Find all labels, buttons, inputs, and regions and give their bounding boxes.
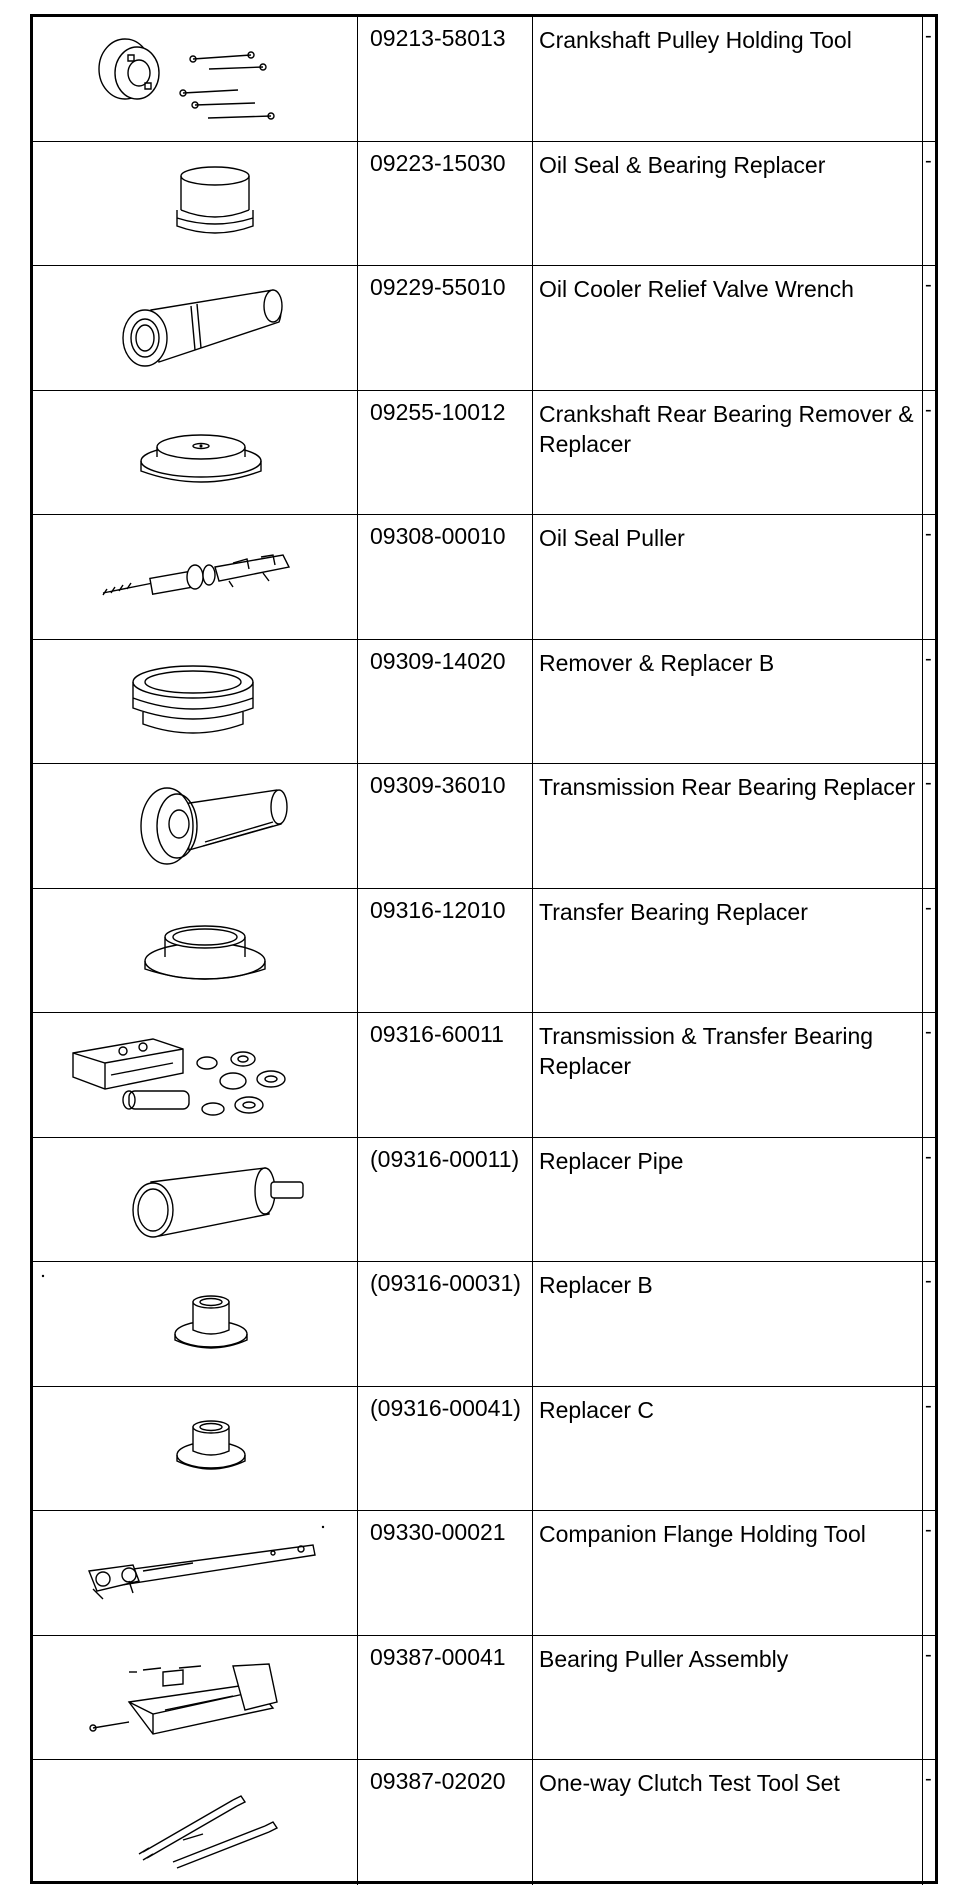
- part-number: 09330-00021: [358, 1511, 533, 1635]
- quantity-dash: -: [925, 25, 932, 47]
- table-row: [33, 1636, 935, 1761]
- tool-image-cell: [33, 889, 358, 1013]
- quantity-dash: -: [925, 1519, 932, 1541]
- quantity-dash: -: [925, 1021, 932, 1043]
- part-number: 09387-02020: [358, 1760, 533, 1885]
- replacer-c-icon: [33, 1387, 358, 1511]
- table-row: [33, 391, 935, 516]
- tool-name: Transmission & Transfer Bearing Replacer: [533, 1013, 923, 1137]
- ring-replacer-icon: [33, 142, 358, 266]
- table-row: [33, 17, 935, 142]
- replacer-b-icon: [33, 1262, 358, 1386]
- table-row: [33, 1013, 935, 1138]
- part-number: 09316-60011: [358, 1013, 533, 1137]
- pulley-holder-icon: [33, 17, 358, 141]
- tool-image-cell: [33, 1387, 358, 1511]
- table-row: [33, 1511, 935, 1636]
- table-row: [33, 515, 935, 640]
- replacer-pipe-icon: [33, 1138, 358, 1262]
- tool-image-cell: [33, 391, 358, 515]
- part-number: 09229-55010: [358, 266, 533, 390]
- tool-image-cell: [33, 17, 358, 141]
- quantity-dash: -: [925, 1643, 932, 1666]
- quantity-dash: -: [925, 1768, 932, 1790]
- part-number: 09308-00010: [358, 515, 533, 639]
- tool-name: Replacer C: [533, 1387, 923, 1511]
- tool-image-cell: [33, 1013, 358, 1137]
- part-number: 09316-12010: [358, 889, 533, 1013]
- tool-image-cell: [33, 764, 358, 888]
- tool-name: Transfer Bearing Replacer: [533, 889, 923, 1013]
- table-row: [33, 142, 935, 267]
- bearing-replacer-set-icon: [33, 1013, 358, 1137]
- tool-name: Bearing Puller Assembly: [533, 1636, 923, 1760]
- tool-name: Transmission Rear Bearing Replacer: [533, 764, 923, 888]
- quantity-dash: -: [925, 1145, 932, 1168]
- cup-replacer-icon: [33, 640, 358, 764]
- quantity-dash: -: [925, 398, 932, 421]
- part-number: (09316-00041): [358, 1387, 533, 1511]
- flange-ring-icon: [33, 889, 358, 1013]
- tool-image-cell: [33, 142, 358, 266]
- tool-image-cell: [33, 266, 358, 390]
- tool-name: Replacer Pipe: [533, 1138, 923, 1262]
- part-number: 09309-36010: [358, 764, 533, 888]
- part-number: (09316-00011): [358, 1138, 533, 1262]
- socket-wrench-icon: [33, 266, 358, 390]
- tool-name: Crankshaft Rear Bearing Remover & Replacer: [533, 391, 923, 515]
- table-row: [33, 1387, 935, 1512]
- tool-name: Replacer B: [533, 1262, 923, 1386]
- disc-replacer-icon: [33, 391, 358, 515]
- table-row: [33, 1760, 935, 1885]
- quantity-dash: -: [925, 772, 932, 794]
- bearing-puller-icon: [33, 1636, 358, 1760]
- part-number: 09223-15030: [358, 142, 533, 266]
- tool-name: Oil Cooler Relief Valve Wrench: [533, 266, 923, 390]
- seal-puller-icon: [33, 515, 358, 639]
- tool-image-cell: [33, 1138, 358, 1262]
- quantity-dash: -: [925, 523, 932, 545]
- part-number: 09387-00041: [358, 1636, 533, 1760]
- tool-table: [30, 14, 938, 1884]
- quantity-dash: -: [925, 274, 932, 296]
- tool-name: Crankshaft Pulley Holding Tool: [533, 17, 923, 141]
- quantity-dash: -: [925, 149, 932, 172]
- part-number: 09309-14020: [358, 640, 533, 764]
- table-row: [33, 1138, 935, 1263]
- quantity-dash: -: [925, 647, 932, 670]
- tool-image-cell: [33, 515, 358, 639]
- tool-image-cell: [33, 1511, 358, 1635]
- tool-name: Oil Seal Puller: [533, 515, 923, 639]
- tool-name: Remover & Replacer B: [533, 640, 923, 764]
- table-row: [33, 640, 935, 765]
- tool-image-cell: [33, 1760, 358, 1885]
- quantity-dash: -: [925, 1394, 932, 1417]
- table-row: [33, 266, 935, 391]
- table-row: [33, 764, 935, 889]
- bearing-replacer-tube-icon: [33, 764, 358, 888]
- part-number: (09316-00031): [358, 1262, 533, 1386]
- table-row: [33, 889, 935, 1014]
- table-row: [33, 1262, 935, 1387]
- tool-name: One-way Clutch Test Tool Set: [533, 1760, 923, 1885]
- tool-image-cell: [33, 640, 358, 764]
- quantity-dash: -: [925, 896, 932, 919]
- tool-image-cell: [33, 1262, 358, 1386]
- flange-holding-bar-icon: [33, 1511, 358, 1635]
- tool-name: Oil Seal & Bearing Replacer: [533, 142, 923, 266]
- part-number: 09213-58013: [358, 17, 533, 141]
- tool-image-cell: [33, 1636, 358, 1760]
- quantity-dash: -: [925, 1270, 932, 1292]
- clutch-test-tools-icon: [33, 1760, 358, 1884]
- part-number: 09255-10012: [358, 391, 533, 515]
- tool-name: Companion Flange Holding Tool: [533, 1511, 923, 1635]
